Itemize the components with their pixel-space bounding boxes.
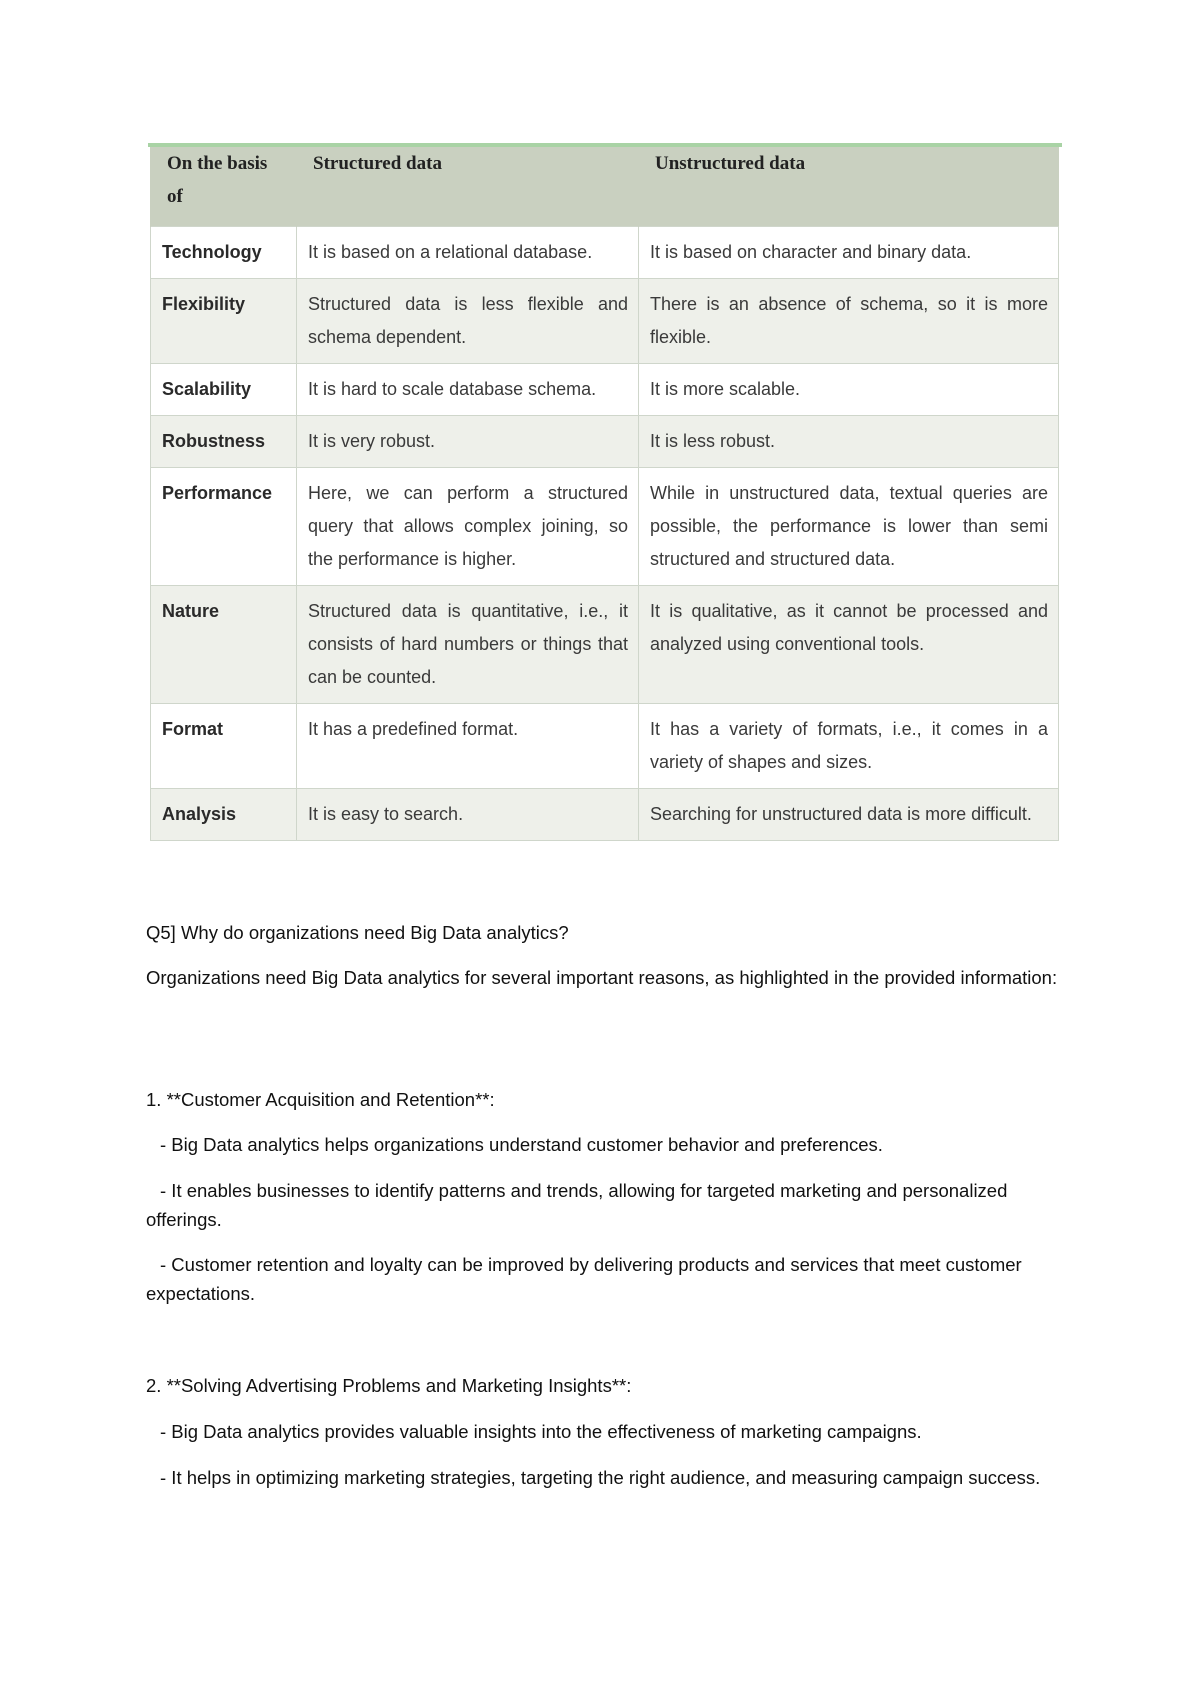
bullet-text: - Customer retention and loyalty can be improved by delivering products and services that meet customer expectations.	[146, 1254, 1022, 1304]
bullet-text: - It enables businesses to identify patterns and trends, allowing for targeted marketing and personalized offerings.	[146, 1180, 1008, 1230]
row-structured: Here, we can perform a structured query that allows complex joining, so the performance is higher.	[297, 468, 639, 586]
header-structured: Structured data	[297, 147, 639, 227]
table-row	[151, 227, 1059, 279]
row-structured: It has a predefined format.	[297, 704, 639, 789]
table-row	[151, 279, 1059, 364]
bullet-item	[146, 1250, 1066, 1308]
intro-paragraph	[146, 963, 1066, 992]
header-unstructured: Unstructured data	[639, 147, 1059, 227]
question-text: Q5] Why do organizations need Big Data analytics?	[146, 922, 569, 943]
table-row	[151, 704, 1059, 789]
section-heading	[146, 1085, 1066, 1114]
bullet-text: - It helps in optimizing marketing strategies, targeting the right audience, and measuring campaign success.	[160, 1467, 1041, 1488]
row-unstructured: Searching for unstructured data is more difficult.	[639, 789, 1059, 841]
row-structured: Structured data is less flexible and schema dependent.	[297, 279, 639, 364]
row-basis: Nature	[151, 586, 297, 704]
row-basis: Technology	[151, 227, 297, 279]
table-header-row	[151, 147, 1059, 227]
row-structured: It is based on a relational database.	[297, 227, 639, 279]
row-unstructured: It is based on character and binary data.	[639, 227, 1059, 279]
row-basis: Analysis	[151, 789, 297, 841]
row-structured: It is easy to search.	[297, 789, 639, 841]
bullet-item	[146, 1463, 1066, 1492]
row-basis: Robustness	[151, 416, 297, 468]
row-unstructured: It is qualitative, as it cannot be processed and analyzed using conventional tools.	[639, 586, 1059, 704]
section-heading-text: 2. **Solving Advertising Problems and Marketing Insights**:	[146, 1375, 632, 1396]
row-unstructured: It has a variety of formats, i.e., it comes in a variety of shapes and sizes.	[639, 704, 1059, 789]
row-unstructured: It is less robust.	[639, 416, 1059, 468]
row-basis: Flexibility	[151, 279, 297, 364]
question-heading	[146, 918, 1066, 947]
row-structured: It is very robust.	[297, 416, 639, 468]
row-unstructured: There is an absence of schema, so it is more flexible.	[639, 279, 1059, 364]
comparison-table	[150, 147, 1059, 841]
row-structured: It is hard to scale database schema.	[297, 364, 639, 416]
row-basis: Format	[151, 704, 297, 789]
table-row	[151, 789, 1059, 841]
intro-text: Organizations need Big Data analytics for several important reasons, as highlighted in the provided information:	[146, 967, 1058, 988]
header-basis: On the basis of	[151, 147, 297, 227]
row-unstructured: It is more scalable.	[639, 364, 1059, 416]
bullet-item	[146, 1176, 1066, 1234]
bullet-item	[146, 1130, 1066, 1159]
table-row	[151, 586, 1059, 704]
table-row	[151, 416, 1059, 468]
table-row	[151, 364, 1059, 416]
row-basis: Performance	[151, 468, 297, 586]
row-structured: Structured data is quantitative, i.e., it consists of hard numbers or things that can be counted.	[297, 586, 639, 704]
section-heading	[146, 1371, 1066, 1400]
table-row	[151, 468, 1059, 586]
row-unstructured: While in unstructured data, textual queries are possible, the performance is lower than semi structured and structured data.	[639, 468, 1059, 586]
section-heading-text: 1. **Customer Acquisition and Retention**:	[146, 1089, 495, 1110]
bullet-text: - Big Data analytics provides valuable insights into the effectiveness of marketing campaigns.	[160, 1421, 922, 1442]
bullet-text: - Big Data analytics helps organizations understand customer behavior and preferences.	[160, 1134, 883, 1155]
bullet-item	[146, 1417, 1066, 1446]
row-basis: Scalability	[151, 364, 297, 416]
